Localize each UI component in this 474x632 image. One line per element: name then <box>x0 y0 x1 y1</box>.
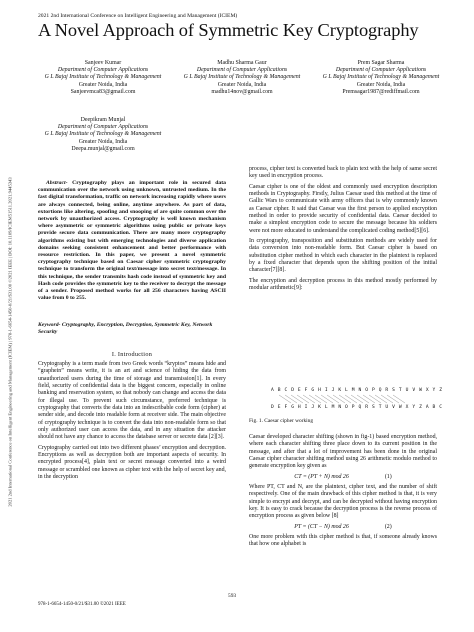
author-dept: Department of Computer Applications <box>57 67 149 74</box>
author-inst: G L Bajaj Institute of Technology & Management <box>322 74 440 81</box>
copyright-footer: 978-1-6654-1450-0/21/$31.00 ©2021 IEEE <box>38 602 126 607</box>
plain-alphabet: A B C D E F G H I J K L M N O P Q R S T U V W X Y Z <box>271 388 443 393</box>
equation-1: CT = (PT + N) mod 26 <box>294 473 349 480</box>
author-dept: Department of Computer Applications <box>57 124 149 131</box>
body-paragraph: In cryptography, transposition and substitution methods are widely used for data conversion into non-readable form. But Caesar cipher is based on substitution cipher method in which each character in the plaintext is replaced by a fixed character that depends upon the shifting position of the initial character[7][8]. <box>249 238 437 274</box>
figure-caption: Fig. 1. Caesar cipher working <box>249 418 314 424</box>
doi-sidebar <box>5 82 15 602</box>
abstract <box>38 180 226 302</box>
author-dept: Department of Computer Applications <box>196 67 288 74</box>
shifted-alphabet: D E F G H I J K L M N O P Q R S T U V W X Y Z A B C <box>271 405 443 410</box>
right-column-body <box>249 166 437 296</box>
author-inst: G L Bajaj Institute of Technology & Management <box>44 74 162 81</box>
body-paragraph: The encryption and decryption process in this method mostly performed by modular arithmetic[9]: <box>249 277 437 292</box>
abstract-text: Cryptography plays an important role in secured data communication over the network using unknown, untrusted medium. In the fast digital transformation, traffic on network increasing rapidly where users are always connected, being online, anytime anywhere. As part of data, extortions like altering, spoofing and snooping of are quite common over the network by unauthorized access. Cryptography is well known mechanism where asymmetric or symmetric algorithms using public or private keys provide secure data communication. There are many more cryptography algorithms existing but with emerging technologies and diverse application domains seeking consistent enhancement and better performance with resource restriction. In this paper, we present a novel symmetric cryptography technique based on Caesar cipher symmetric cryptography technique to transform the original text/message into secret text/message. In this technique, the sender transmits hash code instead of symmetric key and Hash code provides the symmetric key to the receiver to decrypt the message of a sender. Proposed method works for all 256 characters having ASCII value from 0 to 255. <box>38 180 226 302</box>
author-email: Deepa.munjal@gmail.com <box>71 145 135 152</box>
body-paragraph: Caesar cipher is one of the oldest and commonly used encryption description methods in Cryptography. Firstly, Julius Caesar used this method at the time of Gallic Wars to communicate with army officers that is why commonly known as Caesar cipher. It said that Caesar was the first person to applied encryption method in order to provide security of confidential data. Caesar decided to make a simplest encryption code to secure the message because his soldiers were not more educated to understand the complicated coding method[5][6]. <box>249 183 437 234</box>
conference-header: 2021 2nd International Conference on Intelligent Engineering and Management (ICIEM) <box>38 13 238 19</box>
left-column-body <box>38 361 226 485</box>
doi-sidebar-text: 2021 2nd International Conference on Intelligent Engineering and Management (ICIEM) | 978-1-6654-1450-0/21/$31.00 ©2021 IEEE | DOI: 10.1109/ICIEM51511.2021.9445343 <box>7 177 13 507</box>
author-inst: G L Bajaj Institute of Technology & Management <box>183 74 301 81</box>
equation-1-number: (1) <box>384 473 392 480</box>
author-name: Deepikram Munjal <box>80 117 126 123</box>
body-paragraph: One more problem with this cipher method is that, if someone already knows that how one alphabet is <box>249 534 437 548</box>
author-city: Greater Noida, India <box>78 138 128 145</box>
body-paragraph: Where PT, CT and N, are the plaintext, cipher text, and the number of shift respectively. One of the main drawback of this cipher method is that, it is very simple to encrypt and decrypt, and can be decrypted without having encryption key. It is easy to crack because the decryption process is the reverse process of encryption process as given below [8] <box>249 484 437 520</box>
author-email: madhu14nov@gmail.com <box>211 88 273 95</box>
author-block-4 <box>38 117 168 153</box>
abstract-paragraph <box>38 180 226 302</box>
author-city: Greater Noida, India <box>356 81 406 88</box>
equation-2-row <box>249 524 437 531</box>
author-name: Madhu Sharma Gaur <box>217 60 267 66</box>
author-block-1 <box>38 60 168 96</box>
author-city: Greater Noida, India <box>217 81 267 88</box>
body-paragraph: Cryptography is a term made from two Greek words “kryptos” means hide and “graphein” means write, it is an art and science of hiding the data from unauthorized users during the time of storage and transmission[1]. In every field, security of confidential data is the biggest concern, especially in online banking and reservation system, so that nobody can change and access the data for illegal use. To prevent such circumstance, preferred technique is cryptography that converts the data into an indescribable code form (cipher) at sender side, and decode into readable form at receiver side. The main objective of cryptography technique is to convert the data into non-readable form so that only authorized user can access the data, and in any situation the attacker should not have any chance to access the database server or secrete data [2][3]. <box>38 361 226 441</box>
author-name: Sanjeev Kumar <box>84 60 122 66</box>
section-title-introduction: I. Introduction <box>111 351 153 358</box>
author-name: Prem Sagar Sharma <box>357 60 405 66</box>
equation-2: PT = (CT − N) mod 26 <box>294 523 349 530</box>
author-block-2 <box>177 60 307 96</box>
keywords: Keyword- Cryptography, Encryption, Decryption, Symmetric Key, Network Security <box>38 322 213 336</box>
author-email: Premsagar1987@rediffmail.com <box>342 88 420 95</box>
body-paragraph: process, cipher text is converted back to plain text with the help of same secret key used in encryption process. <box>249 166 437 180</box>
author-dept: Department of Computer Applications <box>335 67 427 74</box>
page-number: 593 <box>228 593 237 599</box>
equation-2-number: (2) <box>384 523 392 530</box>
body-paragraph: Cryptography carried out into two different phases’ encryption and decryption. Encryptions as well as decryption both are important aspects of security. In encrypted process[4], plain text or secret message converted into a weird message or scrambled one known as cipher text with the help of secret key and, in the decryption <box>38 444 226 481</box>
right-column-body-2 <box>249 434 437 552</box>
author-inst: G L Bajaj Institute of Technology & Management <box>44 131 162 138</box>
author-city: Greater Noida, India <box>78 81 128 88</box>
abstract-lead: Abstract- <box>46 180 68 186</box>
author-block-3 <box>316 60 446 96</box>
author-email: Sanjeevmca83@gmail.com <box>70 88 136 95</box>
body-paragraph: Caesar developed character shifting (shown in fig-1) based encryption method, where each character shifting three place down to its current position in the message, and after that a lot of improvement has been done in the original Caesar cipher character shifting method using 26 arithmetic modulo method to generate encryption key given as <box>249 434 437 470</box>
caesar-cipher-figure <box>249 387 443 413</box>
equation-1-row <box>249 474 437 481</box>
paper-title: A Novel Approach of Symmetric Key Cryptography <box>38 20 419 40</box>
